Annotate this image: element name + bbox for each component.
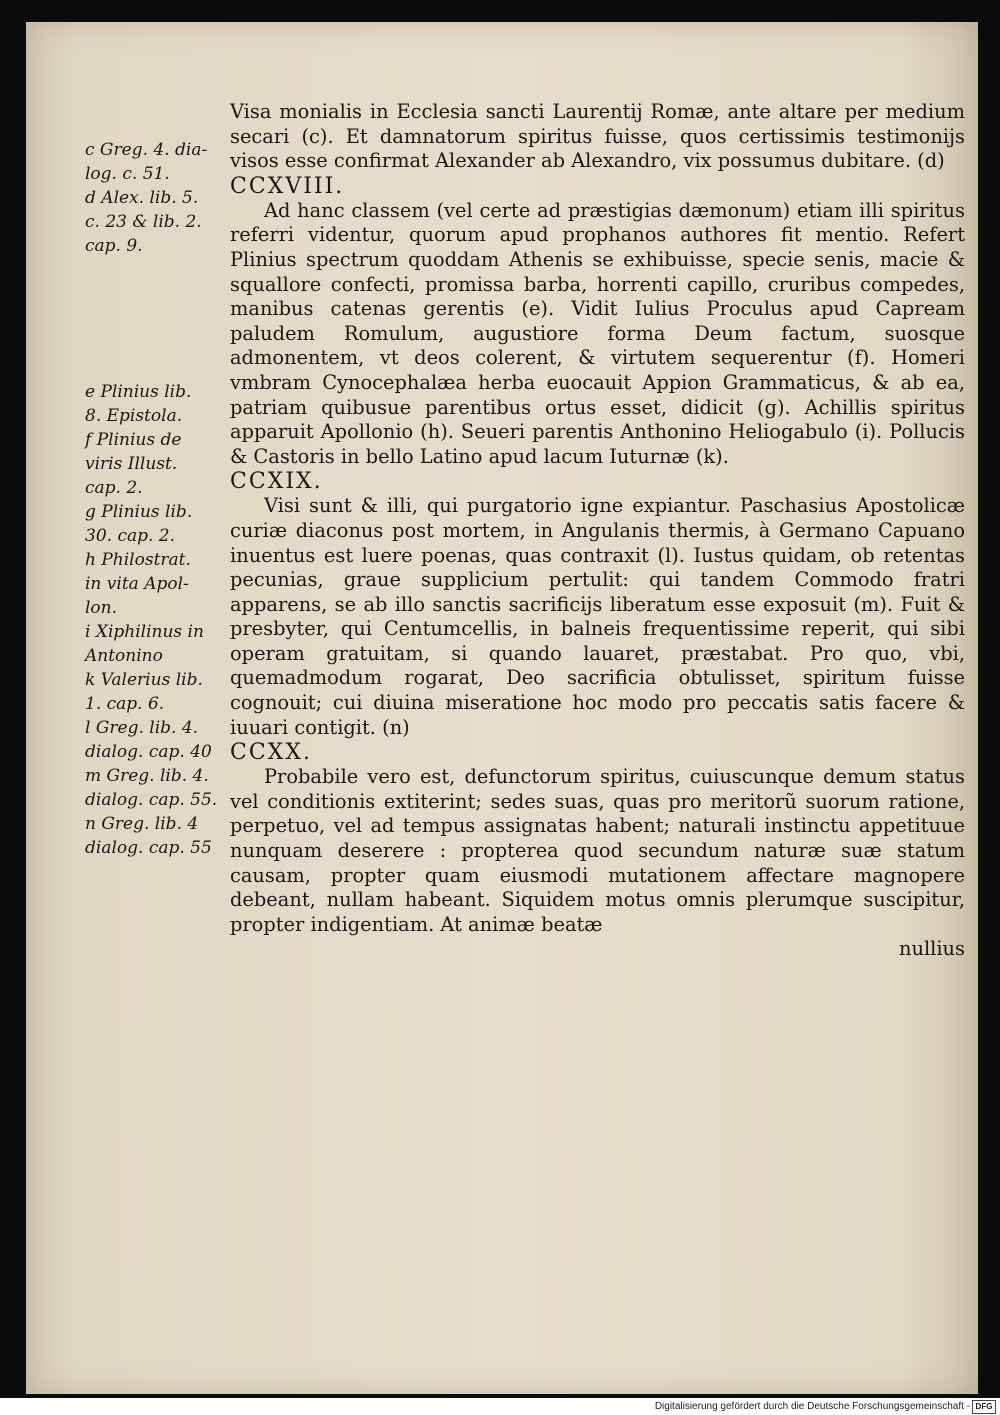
section-heading-ccxix: CCXIX. bbox=[230, 469, 323, 495]
paragraph-1: Visa monialis in Ecclesia sancti Laurentij Romæ, ante altare per medium secari (c). Et damnatorum spiritus fuisse, quos certissimis testimonijs visos esse confirmat Alexander ab Alexandro, vix possumus dubitare. (d) bbox=[230, 100, 965, 173]
margin-note: cap. 2. bbox=[85, 478, 143, 498]
section-heading-ccxx: CCXX. bbox=[230, 740, 312, 766]
margin-note: d Alex. lib. 5. bbox=[85, 188, 199, 208]
margin-note: c Greg. 4. dia- bbox=[85, 140, 208, 160]
margin-note: m Greg. lib. 4. bbox=[85, 766, 209, 786]
margin-note: 1. cap. 6. bbox=[85, 694, 165, 714]
marginal-notes-group-1 bbox=[85, 138, 235, 258]
paragraph-2: Ad hanc classem (vel certe ad præstigias dæmonum) etiam illi spiritus referri videntur, quorum apud prophanos authores fit mentio. Refert Plinius spectrum quoddam Athenis se exhibuisse, specie senis, macie & squallore confecti, promissa barba, horrenti capillo, cruribus compedes, manibus catenas gerentis (e). Vidit Iulius Proculus apud Capream paludem Romulum, augustiore forma Deum factum, suosque admonentem, vt deos colerent, & virtutem sequerentur (f). Homeri vmbram Cynocephalæa herba euocauit Appion Grammaticus, & ab ea, patriam quibusue parentibus ortus esset, didicit (g). Achillis spiritus apparuit Apollonio (h). Seueri parentis Anthonino Heliogabulo (i). Pollucis & Castoris in bello Latino apud lacum Iuturnæ (k). bbox=[230, 198, 965, 468]
margin-note: cap. 9. bbox=[85, 236, 143, 256]
main-text-block bbox=[230, 100, 965, 962]
margin-note: 30. cap. 2. bbox=[85, 526, 176, 546]
catchword: nullius bbox=[898, 937, 965, 961]
margin-note: log. c. 51. bbox=[85, 164, 170, 184]
dfg-logo: DFG bbox=[972, 1400, 996, 1414]
margin-note: h Philostrat. bbox=[85, 550, 191, 570]
margin-note: in vita Apol- bbox=[85, 574, 189, 594]
margin-note: c. 23 & lib. 2. bbox=[85, 212, 202, 232]
margin-note: n Greg. lib. 4 bbox=[85, 814, 199, 834]
paragraph-4: Probabile vero est, defunctorum spiritus, cuiuscunque demum status vel conditionis extiterint; sedes suas, quas pro meritorũ suorum ratione, perpetuo, vel ad tempus assignatas habent; naturali instinctu appetituue nunquam deserere : propterea quod secundum naturæ suæ statum causam, propter quam eiusmodi mutationem affectare magnopere debeant, nullam habeant. Siquidem motus omnis plerumque suscipitur, propter indigentiam. At animæ beatæ bbox=[230, 765, 965, 936]
section-heading-ccxviii: CCXVIII. bbox=[230, 173, 345, 199]
margin-note: dialog. cap. 55 bbox=[85, 838, 212, 858]
margin-note: 8. Epistola. bbox=[85, 406, 183, 426]
margin-note: Antonino bbox=[85, 646, 163, 666]
margin-note: l Greg. lib. 4. bbox=[85, 718, 199, 738]
margin-note: k Valerius lib. bbox=[85, 670, 203, 690]
margin-note: f Plinius de bbox=[85, 430, 182, 450]
margin-note: dialog. cap. 55. bbox=[85, 790, 218, 810]
marginal-notes-group-2 bbox=[85, 380, 235, 860]
margin-note: g Plinius lib. bbox=[85, 502, 193, 522]
margin-note: i Xiphilinus in bbox=[85, 622, 204, 642]
margin-note: e Plinius lib. bbox=[85, 382, 192, 402]
funding-credit: Digitalisierung gefördert durch die Deutsche Forschungsgemeinschaft - bbox=[654, 1401, 970, 1412]
margin-note: lon. bbox=[85, 598, 118, 618]
margin-note: dialog. cap. 40 bbox=[85, 742, 212, 762]
paragraph-3: Visi sunt & illi, qui purgatorio igne expiantur. Paschasius Apostolicæ curiæ diaconus post mortem, in Angulanis thermis, à Germano Capuano inuentus est luere poenas, quas contraxit (l). Iustus quidam, ob retentas pecunias, graue supplicium pertulit: qui tandem Commodo fratri apparens, se ab illo sanctis sacrificijs liberatum esse exposuit (m). Fuit & presbyter, qui Centumcellis, in balneis frequentissime reperit, qui sibi operam gratuitam, si quando lauaret, præstabat. Pro quo, vbi, quemadmodum rogarat, Deo sacrificia obtulisset, spiritum fuisse cognouit; cui diuina miseratione hoc modo pro peccatis satis facere & iuuari contigit. (n) bbox=[230, 494, 965, 739]
margin-note: viris Illust. bbox=[85, 454, 178, 474]
